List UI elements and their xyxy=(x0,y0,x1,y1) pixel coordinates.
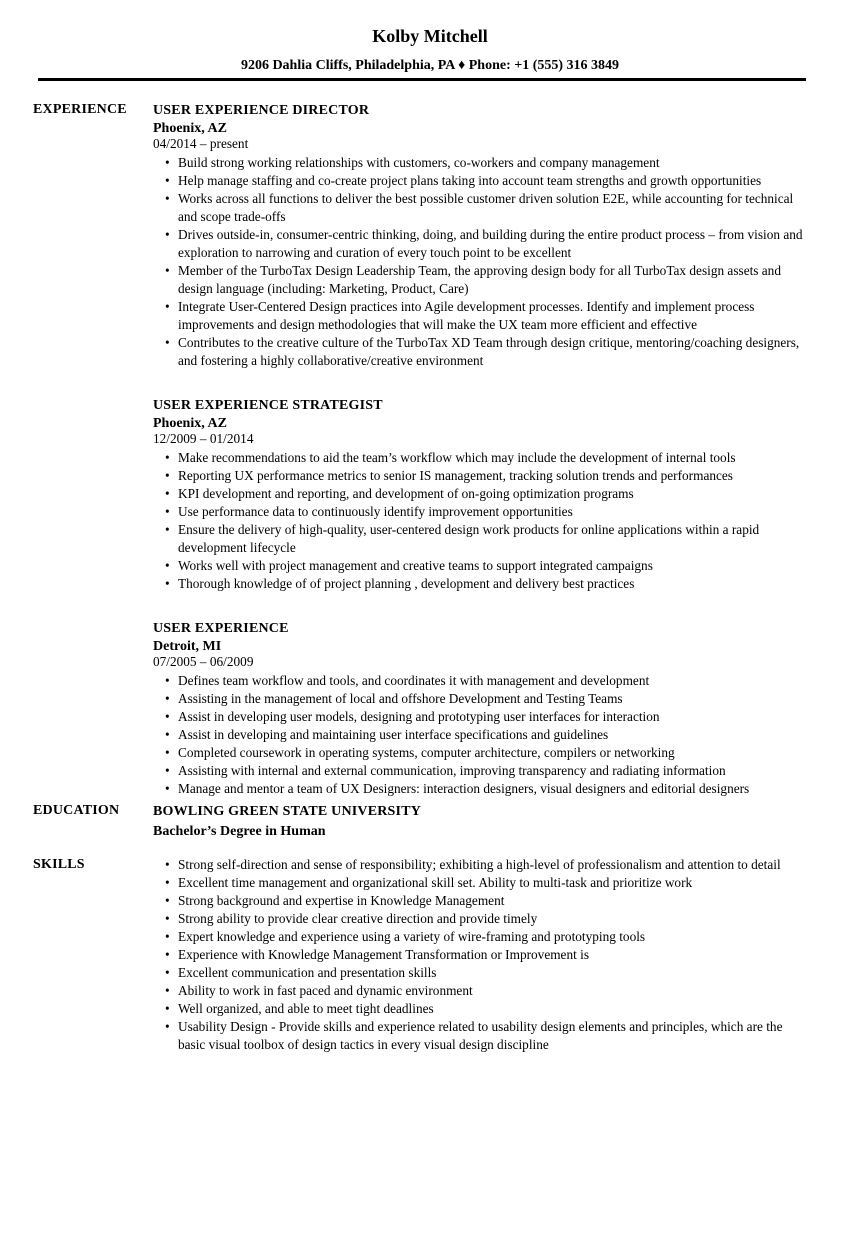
job-location: Phoenix, AZ xyxy=(153,416,227,431)
job-entry-strategist xyxy=(153,396,806,593)
job-bullet: • Defines team workflow and tools, and coordinates it with management and development xyxy=(178,672,806,690)
job-dates: 07/2005 – 06/2009 xyxy=(153,654,254,669)
job-bullet: • Ensure the delivery of high-quality, user-centered design work products for online applications within a rapid development lifecycle xyxy=(178,521,806,557)
job-bullet: • Thorough knowledge of of project planning , development and delivery best practices xyxy=(178,575,806,593)
job-bullet: • Build strong working relationships with customers, co-workers and company management xyxy=(178,154,806,172)
section-label-skills: SKILLS xyxy=(33,857,85,872)
skill-bullet: • Usability Design - Provide skills and experience related to usability design elements and principles, which are the basic visual toolbox of design tactics in every visual design discipline xyxy=(178,1018,806,1054)
job-bullet: • Contributes to the creative culture of the TurboTax XD Team through design critique, mentoring/coaching designers, and fostering a highly collaborative/creative environment xyxy=(178,334,806,370)
skills-section xyxy=(33,856,860,1054)
job-bullet: • KPI development and reporting, and development of on-going optimization programs xyxy=(178,485,806,503)
job-bullet: • Works well with project management and creative teams to support integrated campaigns xyxy=(178,557,806,575)
skill-bullet: • Excellent communication and presentation skills xyxy=(178,964,806,982)
job-bullet-list xyxy=(153,449,806,593)
experience-content xyxy=(153,101,806,798)
job-bullet: • Integrate User-Centered Design practices into Agile development processes. Identify and implement process improvements and design methodologies that will make the UX team more efficient and effective xyxy=(178,298,806,334)
job-bullet: • Drives outside-in, consumer-centric thinking, doing, and building during the entire product process – from vision and exploration to narrowing and curation of every touch point to be excellent xyxy=(178,226,806,262)
job-bullet: • Reporting UX performance metrics to senior IS management, tracking solution trends and performances xyxy=(178,467,806,485)
resume-header xyxy=(0,0,860,81)
job-title: USER EXPERIENCE DIRECTOR xyxy=(153,103,370,118)
skill-bullet: • Strong background and expertise in Knowledge Management xyxy=(178,892,806,910)
job-bullet: • Assisting with internal and external communication, improving transparency and radiating information xyxy=(178,762,806,780)
job-dates: 04/2014 – present xyxy=(153,136,249,151)
skill-bullet: • Ability to work in fast paced and dynamic environment xyxy=(178,982,806,1000)
job-entry-director xyxy=(153,101,806,370)
job-bullet: • Help manage staffing and co-create project plans taking into account team strengths and growth opportunities xyxy=(178,172,806,190)
job-bullet: • Works across all functions to deliver the best possible customer driven solution E2E, while accounting for technical and scope trade-offs xyxy=(178,190,806,226)
job-location: Detroit, MI xyxy=(153,639,222,654)
job-title: USER EXPERIENCE xyxy=(153,621,289,636)
skill-bullet: • Excellent time management and organizational skill set. Ability to multi-task and prioritize work xyxy=(178,874,806,892)
job-bullet: • Use performance data to continuously identify improvement opportunities xyxy=(178,503,806,521)
job-bullet: • Completed coursework in operating systems, computer architecture, compilers or networking xyxy=(178,744,806,762)
job-title: USER EXPERIENCE STRATEGIST xyxy=(153,398,383,413)
resume-body xyxy=(0,101,860,1054)
job-bullet: • Assist in developing user models, designing and prototyping user interfaces for interaction xyxy=(178,708,806,726)
person-name: Kolby Mitchell xyxy=(372,26,488,46)
job-bullet: • Assist in developing and maintaining user interface specifications and guidelines xyxy=(178,726,806,744)
skills-bullet-list xyxy=(153,856,806,1054)
job-bullet-list xyxy=(153,154,806,370)
education-content xyxy=(153,802,806,842)
job-bullet: • Member of the TurboTax Design Leadership Team, the approving design body for all TurboTax design assets and design language (including: Marketing, Product, Care) xyxy=(178,262,806,298)
school-name: BOWLING GREEN STATE UNIVERSITY xyxy=(153,804,422,819)
skills-content xyxy=(153,856,806,1054)
header-divider xyxy=(38,78,806,81)
job-location: Phoenix, AZ xyxy=(153,121,227,136)
contact-line: 9206 Dahlia Cliffs, Philadelphia, PA ♦ Phone: +1 (555) 316 3849 xyxy=(240,58,620,73)
skill-bullet: • Experience with Knowledge Management Transformation or Improvement is xyxy=(178,946,806,964)
job-dates: 12/2009 – 01/2014 xyxy=(153,431,254,446)
job-bullet: • Assisting in the management of local and offshore Development and Testing Teams xyxy=(178,690,806,708)
experience-section xyxy=(33,101,860,798)
section-label-education: EDUCATION xyxy=(33,803,120,818)
job-bullet: • Make recommendations to aid the team’s workflow which may include the development of internal tools xyxy=(178,449,806,467)
skill-bullet: • Well organized, and able to meet tight deadlines xyxy=(178,1000,806,1018)
skill-bullet: • Expert knowledge and experience using a variety of wire-framing and prototyping tools xyxy=(178,928,806,946)
job-bullet-list xyxy=(153,672,806,798)
job-bullet: • Manage and mentor a team of UX Designers: interaction designers, visual designers and editorial designers xyxy=(178,780,806,798)
skill-bullet: • Strong self-direction and sense of responsibility; exhibiting a high-level of professionalism and attention to detail xyxy=(178,856,806,874)
skill-bullet: • Strong ability to provide clear creative direction and provide timely xyxy=(178,910,806,928)
degree-name: Bachelor’s Degree in Human xyxy=(153,824,326,839)
job-entry-user-experience xyxy=(153,619,806,798)
education-section xyxy=(33,802,860,842)
section-label-experience: EXPERIENCE xyxy=(33,102,127,117)
